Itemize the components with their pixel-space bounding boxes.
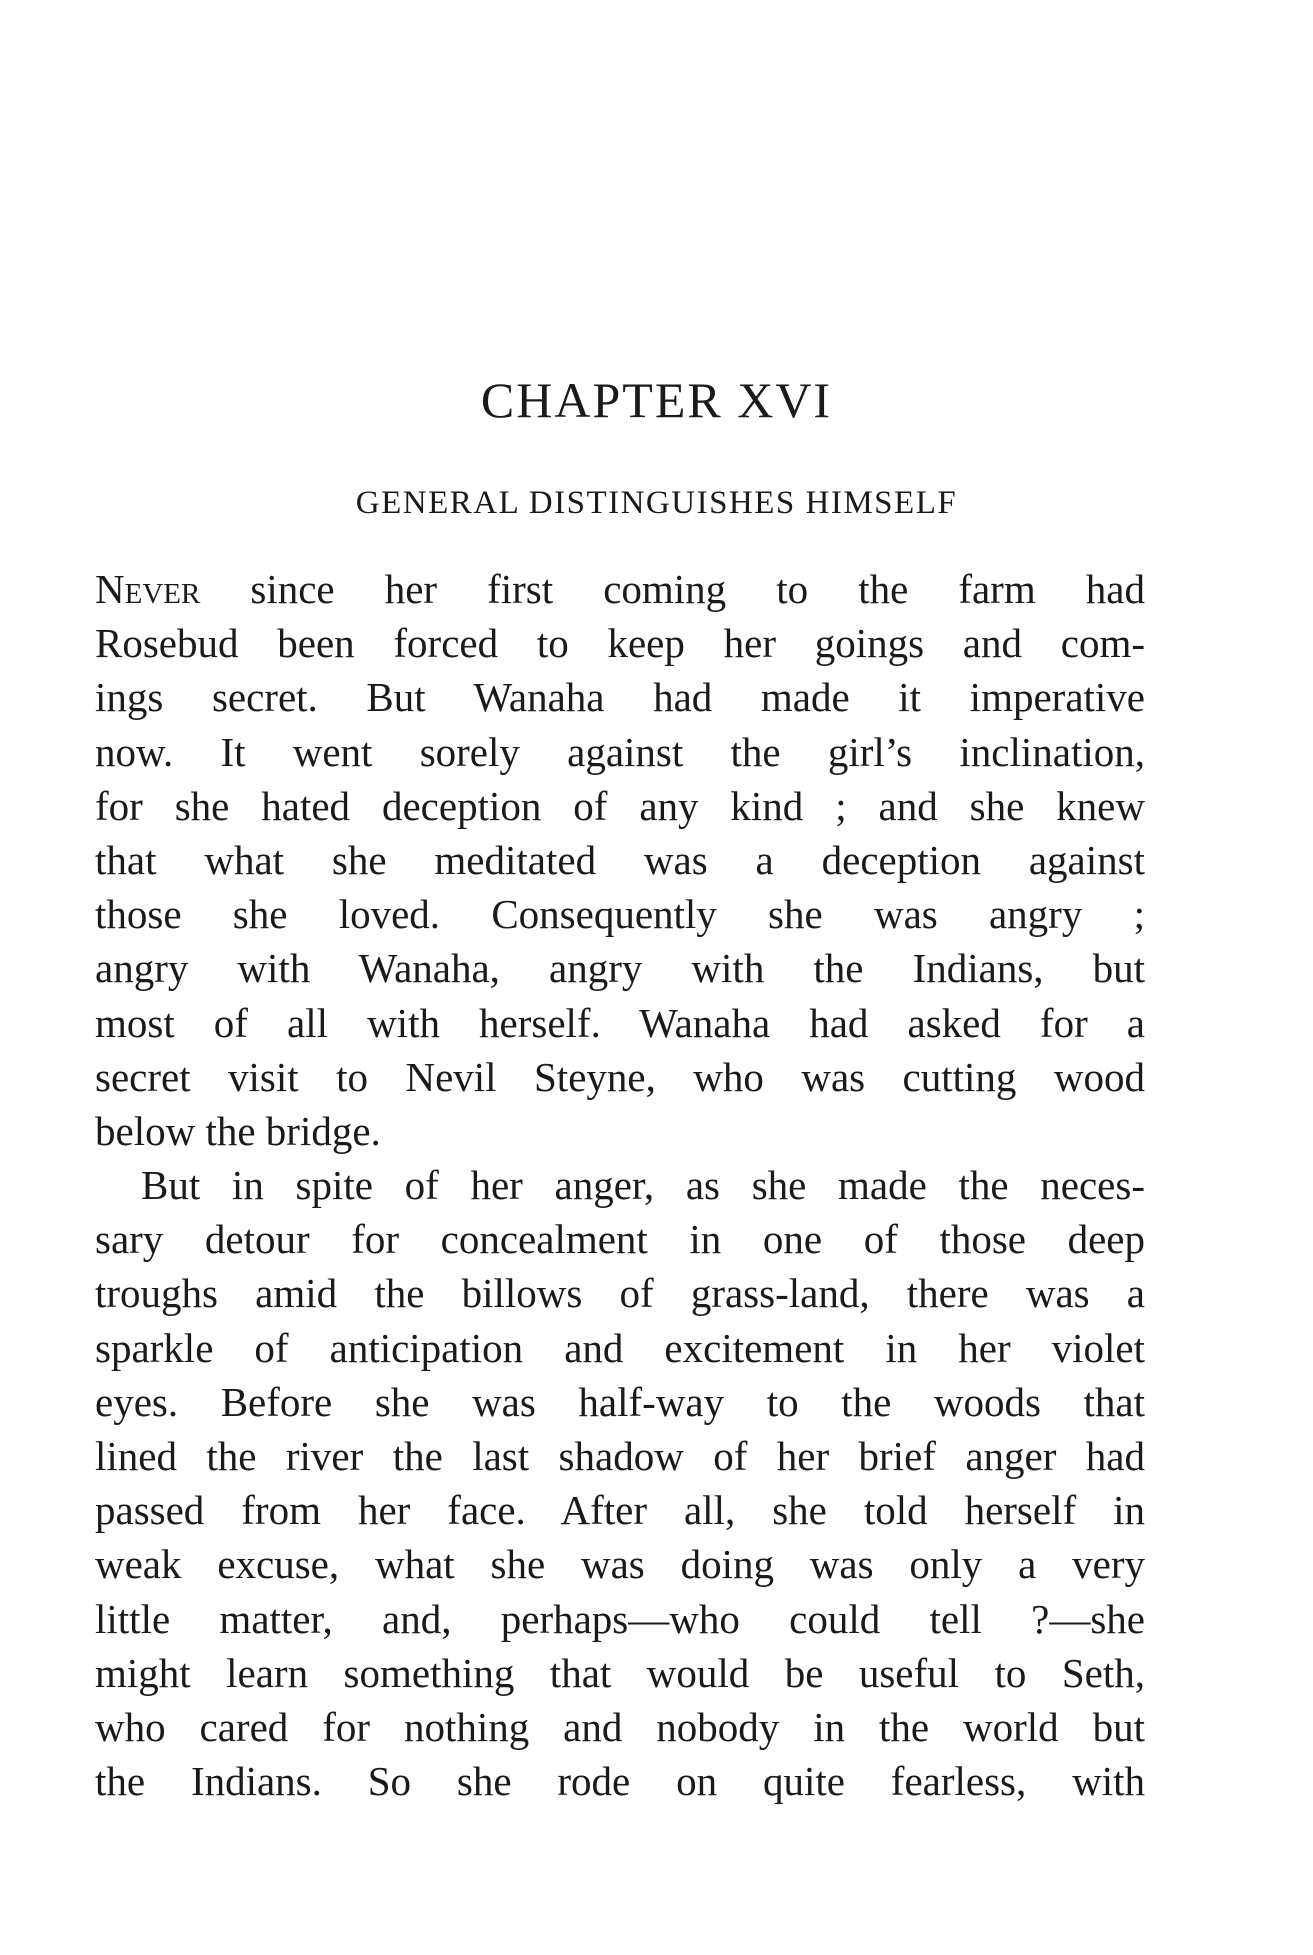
text-line: lined the river the last shadow of her brief anger had (95, 1433, 1145, 1479)
chapter-title: CHAPTER XVI (480, 372, 833, 428)
opening-word: Never (95, 566, 201, 612)
text-line: for she hated deception of any kind ; and she knew (95, 782, 1145, 829)
text-line: little matter, and, perhaps—who could tell ?—she (95, 1595, 1145, 1642)
text-line: the Indians. So she rode on quite fearless, with (95, 1758, 1145, 1805)
text-line: who cared for nothing and nobody in the world but (95, 1703, 1145, 1750)
text-line: those she loved. Consequently she was angry ; (95, 891, 1145, 938)
text-line: sparkle of anticipation and excitement in her violet (95, 1324, 1145, 1371)
text-line: Rosebud been forced to keep her goings and com- (95, 620, 1145, 667)
text-line: weak excuse, what she was doing was only a very (95, 1541, 1145, 1588)
text-line: now. It went sorely against the girl’s inclination, (95, 728, 1145, 775)
text-line: most of all with herself. Wanaha had asked for a (95, 999, 1145, 1046)
text-line: troughs amid the billows of grass-land, there was a (95, 1270, 1145, 1317)
text-line: might learn something that would be useful to Seth, (95, 1649, 1145, 1696)
text-line: ings secret. But Wanaha had made it imperative (95, 674, 1145, 721)
text-line: sary detour for concealment in one of those deep (95, 1216, 1145, 1263)
text-line: below the bridge. (95, 1107, 381, 1154)
text-line: eyes. Before she was half-way to the woods that (95, 1378, 1145, 1425)
body-text (95, 562, 1145, 1808)
text-line: Never since her first coming to the farm had (95, 566, 1145, 612)
text-line: that what she meditated was a deception against (95, 836, 1145, 883)
text-line: secret visit to Nevil Steyne, who was cutting wood (95, 1053, 1145, 1100)
chapter-subtitle: GENERAL DISTINGUISHES HIMSELF (355, 485, 958, 521)
text-line: passed from her face. After all, she told herself in (95, 1487, 1145, 1534)
text-line: angry with Wanaha, angry with the Indians, but (95, 945, 1145, 992)
text-line: But in spite of her anger, as she made the neces- (141, 1162, 1145, 1209)
